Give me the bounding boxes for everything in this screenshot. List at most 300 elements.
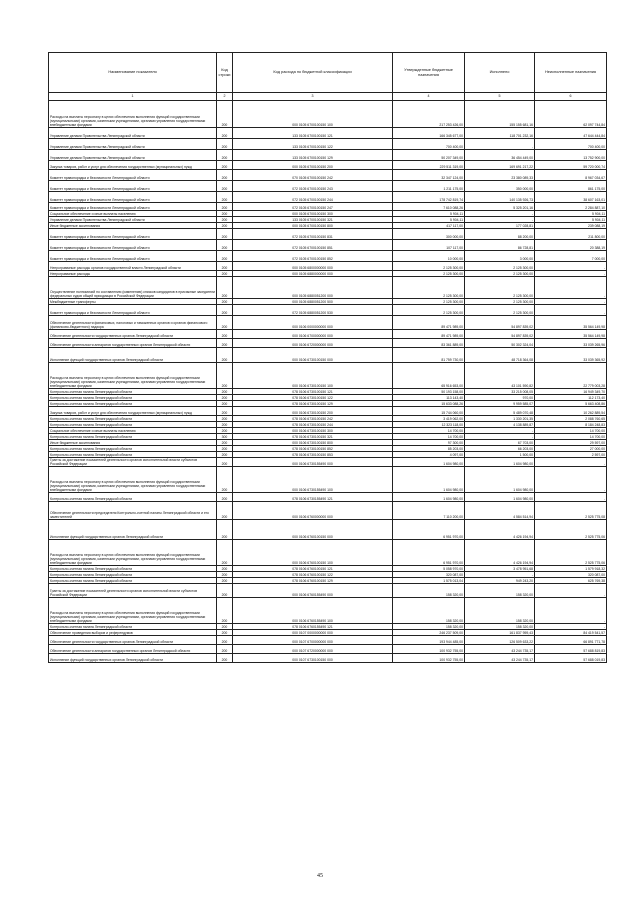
column-number: 2 [217,93,233,101]
row-code-cell: 200 [217,305,233,316]
row-code-cell: 200 [217,401,233,407]
row-unexecuted-cell: 211 800,00 [535,229,607,240]
row-executed-cell: 140 135 926,73 [465,192,535,203]
row-approved-cell: 4 097,00 [393,452,465,458]
row-code-cell: 200 [217,458,233,467]
row-code-cell: 200 [217,395,233,401]
row-executed-cell: 2 125 300,00 [465,277,535,299]
row-executed-cell: - [465,572,535,578]
table-row [49,251,607,262]
row-code-cell: 200 [217,299,233,305]
row-name-cell: Обеспечение деятельности государственных органов Ленинградской области [49,636,217,645]
row-name-cell: Социальное обеспечение и иные выплаты населению [49,428,217,434]
row-code-cell: 200 [217,217,233,223]
row-approved-cell: 178 742 819,74 [393,192,465,203]
row-budget-code-cell: 000 0106 6760155490 000 [233,584,393,598]
row-code-cell: 200 [217,203,233,211]
row-unexecuted-cell: 10 262 889,54 [535,407,607,416]
row-budget-code-cell: 000 0106 6730100150 100 [233,363,393,389]
row-unexecuted-cell: - [535,262,607,271]
row-executed-cell: 3 478 951,68 [465,566,535,572]
row-name-cell: Исполнение функций государственных органов Ленинградской области [49,520,217,540]
row-name-cell: Осуществление полномочий по составлению (изменению) списков кандидатов в присяжные заседатели федеральных судов общей юрисдикции в Российской Федерации [49,277,217,299]
row-name-cell: Обеспечение деятельности аппаратов государственных органов Ленинградской области [49,339,217,348]
row-budget-code-cell: 000 0105 6700100150 300 [233,211,393,217]
row-name-cell: Непрограммные расходы [49,271,217,277]
row-code-cell: 200 [217,170,233,181]
row-code-cell: 200 [217,277,233,299]
row-executed-cell: 50 302 324,04 [465,339,535,348]
row-budget-code-cell: 000 0106 0000000000 000 [233,316,393,330]
row-unexecuted-cell: 35 564 149,98 [535,330,607,339]
row-name-cell: Расходы на выплаты персоналу в целях обеспечения выполнения функций государственными (муниципальными) органами, казенными учреждениями, органами управления государственными внебюджетными фондами [49,363,217,389]
row-budget-code-cell: 000 0105 6880051200 500 [233,299,393,305]
row-budget-code-cell: 078 0106 6730100150 321 [233,434,393,440]
row-budget-code-cell: 000 0106 6730100150 300 [233,428,393,434]
table-row [49,229,607,240]
row-code-cell: 200 [217,161,233,170]
row-budget-code-cell: 000 0107 0000000000 000 [233,630,393,636]
row-code-cell: 200 [217,316,233,330]
row-code-cell: 200 [217,271,233,277]
row-name-cell: Обеспечение проведения выборов и референдумов [49,630,217,636]
row-approved-cell: 12 323 118,00 [393,422,465,428]
row-unexecuted-cell: 16 949 349,70 [535,389,607,395]
row-code-cell: 200 [217,572,233,578]
row-approved-cell: 229 511 319,00 [393,161,465,170]
row-name-cell: Обеспечение деятельности председателя Контрольно-счетной палаты Ленинградской области и его заместителей [49,502,217,520]
row-unexecuted-cell: 861 175,00 [535,181,607,192]
row-name-cell: Управление делами Правительства Ленинградской области [49,150,217,161]
row-approved-cell: 2 125 300,00 [393,262,465,271]
row-budget-code-cell: 133 0105 6700100150 129 [233,150,393,161]
row-budget-code-cell: 000 0106 6730100150 000 [233,348,393,363]
table-row [49,192,607,203]
row-name-cell: Контрольно-счетная палата Ленинградской области [49,572,217,578]
row-executed-cell: 4 138 889,87 [465,422,535,428]
row-name-cell: Контрольно-счетная палата Ленинградской области [49,566,217,572]
row-approved-cell: 5 904,11 [393,217,465,223]
row-budget-code-cell: 000 0106 6730100150 200 [233,407,393,416]
table-row [49,170,607,181]
row-code-cell: 200 [217,389,233,395]
row-approved-cell: 417 117,00 [393,223,465,229]
row-unexecuted-cell: 35 564 149,98 [535,316,607,330]
row-approved-cell: 700 400,00 [393,139,465,150]
row-approved-cell: 193 944 485,00 [393,636,465,645]
row-executed-cell: 3 000,00 [465,251,535,262]
row-name-cell: Комитет правопорядка и безопасности Ленинградской области [49,181,217,192]
row-name-cell: Обеспечение деятельности государственных органов Ленинградской области [49,330,217,339]
row-approved-cell: 10 000,00 [393,251,465,262]
row-executed-cell: 350 000,00 [465,181,535,192]
row-approved-cell: 2 125 300,00 [393,299,465,305]
row-executed-cell: 54 897 839,02 [465,330,535,339]
row-unexecuted-cell: 5 904,11 [535,211,607,217]
row-approved-cell: 113 143,40 [393,395,465,401]
row-code-cell: 200 [217,128,233,139]
row-budget-code-cell: 070 0105 6700100150 242 [233,170,393,181]
row-executed-cell: - [465,434,535,440]
row-unexecuted-cell: 5 904,11 [535,217,607,223]
row-budget-code-cell: 072 0105 6700100150 244 [233,192,393,203]
row-unexecuted-cell: - [535,493,607,502]
row-approved-cell: 97 300,00 [393,440,465,446]
row-code-cell: 200 [217,348,233,363]
table-row [49,240,607,251]
column-number: 3 [233,93,393,101]
row-approved-cell: 5 058 970,00 [393,566,465,572]
row-approved-cell: 15 633 088,26 [393,401,465,407]
row-budget-code-cell: 078 0106 6760155490 121 [233,624,393,630]
row-budget-code-cell: 078 0106 6730100150 129 [233,401,393,407]
row-unexecuted-cell: 62 097 744,84 [535,101,607,128]
row-code-cell: 200 [217,339,233,348]
row-executed-cell: 23 380 089,33 [465,170,535,181]
row-executed-cell: 33 215 008,05 [465,389,535,395]
row-unexecuted-cell: - [535,305,607,316]
row-budget-code-cell: 000 0107 6730100150 000 [233,654,393,663]
row-code-cell: 200 [217,446,233,452]
row-unexecuted-cell: 8 184 248,83 [535,422,607,428]
row-budget-code-cell: 000 0105 6700100150 800 [233,223,393,229]
row-budget-code-cell: 078 0106 6730100150 122 [233,395,393,401]
table-row [49,645,607,654]
table-row [49,139,607,150]
row-name-cell: Закупка товаров, работ и услуг для обеспечения государственных (муниципальных) нужд [49,161,217,170]
row-name-cell: Обеспечение деятельности аппаратов государственных органов Ленинградской области [49,645,217,654]
row-code-cell: 200 [217,654,233,663]
row-name-cell: Контрольно-счетная палата Ленинградской области [49,452,217,458]
table-row [49,540,607,566]
row-executed-cell: 54 897 839,02 [465,316,535,330]
table-row [49,348,607,363]
row-unexecuted-cell: 2 284 887,10 [535,203,607,211]
row-budget-code-cell: 000 0106 6720000000 000 [233,339,393,348]
row-budget-code-cell: 078 0106 6730100150 244 [233,422,393,428]
table-row [49,316,607,330]
row-executed-cell: - [465,428,535,434]
row-approved-cell: 1 604 980,00 [393,493,465,502]
row-executed-cell: 155 155 681,16 [465,101,535,128]
row-executed-cell: 5 325 201,16 [465,203,535,211]
row-code-cell: 200 [217,540,233,566]
row-code-cell: 200 [217,422,233,428]
row-approved-cell: 50 193 158,00 [393,389,465,395]
col-header-budget-code: Код расхода по бюджетной классификации [233,53,393,93]
row-name-cell: Комитет правопорядка и безопасности Ленинградской области [49,170,217,181]
col-header-code: Код строки [217,53,233,93]
row-executed-cell: 169 691 217,22 [465,161,535,170]
row-unexecuted-cell: 2 525 775,06 [535,540,607,566]
row-unexecuted-cell: 14 700,00 [535,428,607,434]
row-executed-cell: - [465,217,535,223]
row-budget-code-cell: 072 0105 6700100150 852 [233,251,393,262]
row-approved-cell: 6 951 970,00 [393,540,465,566]
column-number-row [49,93,607,101]
row-code-cell: 200 [217,520,233,540]
row-approved-cell: 14 700,00 [393,428,465,434]
table-row [49,330,607,339]
row-unexecuted-cell: - [535,458,607,467]
row-unexecuted-cell: 2 088 760,65 [535,416,607,422]
row-budget-code-cell: 133 0105 6700100150 121 [233,128,393,139]
row-code-cell: 200 [217,584,233,598]
row-unexecuted-cell: 8 967 034,67 [535,170,607,181]
row-unexecuted-cell: 625 769,38 [535,578,607,584]
row-approved-cell: 81 759 730,00 [393,348,465,363]
row-budget-code-cell: 000 0105 6800000000 000 [233,262,393,271]
row-executed-cell: 2 125 300,00 [465,299,535,305]
row-name-cell: Контрольно-счетная палата Ленинградской области [49,624,217,630]
row-name-cell: Комитет правопорядка и безопасности Ленинградской области [49,305,217,316]
report-page [48,52,606,663]
row-unexecuted-cell: 2 597,00 [535,452,607,458]
row-approved-cell: 2 125 300,00 [393,277,465,299]
col-header-name: Наименование показателя [49,53,217,93]
row-code-cell: 200 [217,407,233,416]
budget-execution-table [48,52,607,663]
row-name-cell: Комитет правопорядка и безопасности Ленинградской области [49,251,217,262]
row-budget-code-cell: 078 0106 6760100150 122 [233,572,393,578]
row-unexecuted-cell: 5 663 408,86 [535,401,607,407]
table-row [49,502,607,520]
row-name-cell: Контрольно-счетная палата Ленинградской области [49,395,217,401]
row-code-cell: 200 [217,598,233,624]
row-executed-cell: 5 489 070,48 [465,407,535,416]
row-unexecuted-cell: 66 891 771,78 [535,636,607,645]
row-code-cell: 200 [217,493,233,502]
table-row [49,458,607,467]
row-approved-cell: 320 087,00 [393,572,465,578]
column-number: 1 [49,93,217,101]
row-approved-cell: 50 207 349,00 [393,150,465,161]
row-code-cell: 200 [217,211,233,217]
table-row [49,203,607,211]
row-unexecuted-cell: - [535,624,607,630]
row-approved-cell: 85 203,00 [393,446,465,452]
row-budget-code-cell: 078 0106 6760100150 129 [233,578,393,584]
row-approved-cell: 65 916 653,00 [393,363,465,389]
row-executed-cell: 88 200,00 [465,229,535,240]
row-approved-cell: 100 932 755,00 [393,645,465,654]
row-budget-code-cell: 000 0106 6760100150 100 [233,540,393,566]
table-row [49,181,607,192]
row-name-cell: Контрольно-счетная палата Ленинградской области [49,446,217,452]
row-unexecuted-cell: 320 087,00 [535,572,607,578]
row-executed-cell: - [465,139,535,150]
row-executed-cell: 158 320,00 [465,584,535,598]
table-row [49,520,607,540]
row-executed-cell: 1 500,00 [465,452,535,458]
row-code-cell: 200 [217,502,233,520]
row-unexecuted-cell: 33 039 365,92 [535,348,607,363]
row-approved-cell: 2 125 300,00 [393,305,465,316]
row-executed-cell: 161 837 959,43 [465,630,535,636]
row-approved-cell: 7 610 088,26 [393,203,465,211]
row-approved-cell: 6 951 970,00 [393,520,465,540]
table-row [49,161,607,170]
row-name-cell: Контрольно-счетная палата Ленинградской области [49,434,217,440]
row-budget-code-cell: 000 0107 6720000000 000 [233,645,393,654]
table-row [49,305,607,316]
row-name-cell: Расходы на выплаты персоналу в целях обеспечения выполнения функций государственными (муниципальными) органами, казенными учреждениями, органами управления государственными внебюджетными фондами [49,540,217,566]
row-approved-cell: 246 237 509,00 [393,630,465,636]
row-budget-code-cell: 000 0107 6700000000 000 [233,636,393,645]
column-number: 5 [465,93,535,101]
row-name-cell: Межбюджетные трансферты [49,299,217,305]
row-executed-cell: 4 584 514,94 [465,502,535,520]
row-unexecuted-cell: 57 688 819,83 [535,645,607,654]
row-budget-code-cell: 000 0105 6880000000 000 [233,271,393,277]
row-budget-code-cell: 000 0106 6760100150 000 [233,520,393,540]
row-code-cell: 200 [217,566,233,572]
row-name-cell: Контрольно-счетная палата Ленинградской области [49,416,217,422]
row-code-cell: 200 [217,192,233,203]
row-unexecuted-cell: 20 388,19 [535,240,607,251]
row-approved-cell: 14 700,00 [393,434,465,440]
row-approved-cell: 3 419 062,00 [393,416,465,422]
row-executed-cell: 126 509 633,22 [465,636,535,645]
row-executed-cell: 118 701 232,16 [465,128,535,139]
row-executed-cell: 1 604 980,00 [465,493,535,502]
table-row [49,277,607,299]
row-code-cell: 200 [217,223,233,229]
row-executed-cell: 177 028,81 [465,223,535,229]
table-row [49,339,607,348]
row-name-cell: Иные бюджетные ассигнования [49,223,217,229]
table-row [49,636,607,645]
row-unexecuted-cell: - [535,277,607,299]
row-name-cell: Управление делами Правительства Ленинградской области [49,128,217,139]
row-budget-code-cell: 072 0105 6880051200 530 [233,305,393,316]
row-code-cell: 200 [217,363,233,389]
row-unexecuted-cell: 27 000,00 [535,446,607,452]
column-number: 6 [535,93,607,101]
row-approved-cell: 83 361 889,00 [393,339,465,348]
row-unexecuted-cell: 29 597,00 [535,440,607,446]
row-unexecuted-cell: - [535,598,607,624]
column-number: 4 [393,93,465,101]
row-unexecuted-cell: - [535,467,607,493]
row-approved-cell: 1 575 013,04 [393,578,465,584]
row-code-cell: 200 [217,428,233,434]
row-code-cell: 200 [217,467,233,493]
row-unexecuted-cell: 57 688 019,83 [535,654,607,663]
table-row [49,630,607,636]
page-number: 45 [317,873,323,879]
row-unexecuted-cell: 84 419 541,57 [535,630,607,636]
row-name-cell: Непрограммные расходы органов государственной власти Ленинградской области [49,262,217,271]
row-executed-cell: 158 320,00 [465,598,535,624]
row-budget-code-cell: 072 0105 6700100150 247 [233,203,393,211]
row-budget-code-cell: 072 0105 6700100150 851 [233,240,393,251]
table-row [49,150,607,161]
table-row [49,363,607,389]
table-row [49,262,607,271]
row-approved-cell: 100 932 755,00 [393,654,465,663]
row-budget-code-cell: 078 0106 6760100150 121 [233,566,393,572]
row-unexecuted-cell: 47 644 444,84 [535,128,607,139]
row-unexecuted-cell: 33 039 265,96 [535,339,607,348]
row-executed-cell: 2 125 300,00 [465,271,535,277]
row-name-cell: Контрольно-счетная палата Ленинградской области [49,389,217,395]
row-code-cell: 200 [217,578,233,584]
row-executed-cell: 2 125 300,00 [465,305,535,316]
table-row [49,128,607,139]
row-budget-code-cell: 133 0105 6700100150 122 [233,139,393,150]
row-code-cell: 200 [217,251,233,262]
row-name-cell: Обеспечение деятельности финансовых, налоговых и таможенных органов и органов финансового (финансово-бюджетного) надзора [49,316,217,330]
row-executed-cell: 2 125 300,00 [465,262,535,271]
row-budget-code-cell: 000 0106 6700000000 000 [233,330,393,339]
table-row [49,654,607,663]
table-row [49,407,607,416]
row-budget-code-cell: 000 0105 6700100150 200 [233,161,393,170]
row-name-cell: Контрольно-счетная палата Ленинградской области [49,493,217,502]
row-executed-cell: 949 243,20 [465,578,535,584]
row-budget-code-cell: 078 0106 6730100150 121 [233,389,393,395]
row-code-cell: 200 [217,262,233,271]
row-name-cell: Комитет правопорядка и безопасности Ленинградской области [49,229,217,240]
row-approved-cell: 1 604 980,00 [393,458,465,467]
header-row [49,53,607,93]
row-executed-cell: 1 604 980,00 [465,467,535,493]
row-budget-code-cell: 000 0105 6880051200 000 [233,277,393,299]
row-approved-cell: 2 125 300,00 [393,271,465,277]
row-approved-cell: 158 320,00 [393,598,465,624]
row-executed-cell: 970,00 [465,395,535,401]
row-code-cell: 300 [217,434,233,440]
row-executed-cell: 43 101 590,82 [465,363,535,389]
row-unexecuted-cell: 1 579 918,32 [535,566,607,572]
row-unexecuted-cell: 2 525 775,06 [535,520,607,540]
row-approved-cell: 158 320,00 [393,584,465,598]
row-unexecuted-cell: 14 700,00 [535,434,607,440]
row-approved-cell: 158 320,00 [393,624,465,630]
row-code-cell: 200 [217,452,233,458]
row-unexecuted-cell: 2 525 775,08 [535,502,607,520]
row-name-cell: Закупка товаров, работ и услуг для обеспечения государственных (муниципальных) нужд [49,407,217,416]
row-name-cell: Управление делами Правительства Ленинградской области [49,139,217,150]
table-row [49,584,607,598]
row-unexecuted-cell: 239 088,19 [535,223,607,229]
row-code-cell: 200 [217,645,233,654]
row-executed-cell: 1 604 980,00 [465,458,535,467]
row-executed-cell: - [465,211,535,217]
row-executed-cell: 66 203,00 [465,446,535,452]
row-unexecuted-cell: - [535,271,607,277]
row-name-cell: Иные бюджетные ассигнования [49,440,217,446]
row-code-cell: 200 [217,416,233,422]
row-executed-cell: 4 426 194,94 [465,520,535,540]
row-budget-code-cell: 000 0106 6730100150 800 [233,440,393,446]
table-row [49,493,607,502]
row-name-cell: Комитет правопорядка и безопасности Ленинградской области [49,203,217,211]
row-name-cell: Комитет правопорядка и безопасности Ленинградской области [49,192,217,203]
row-executed-cell: 43 244 735,17 [465,654,535,663]
row-unexecuted-cell: 13 752 900,00 [535,150,607,161]
row-code-cell: 200 [217,229,233,240]
row-code-cell: 200 [217,630,233,636]
row-approved-cell: 107 117,00 [393,240,465,251]
row-approved-cell: 217 253 426,00 [393,101,465,128]
row-budget-code-cell: 078 0106 6730100150 242 [233,416,393,422]
row-code-cell: 200 [217,330,233,339]
row-code-cell: 200 [217,139,233,150]
row-name-cell: Контрольно-счетная палата Ленинградской области [49,401,217,407]
row-name-cell: Управление делами Правительства Ленинградской области [49,217,217,223]
